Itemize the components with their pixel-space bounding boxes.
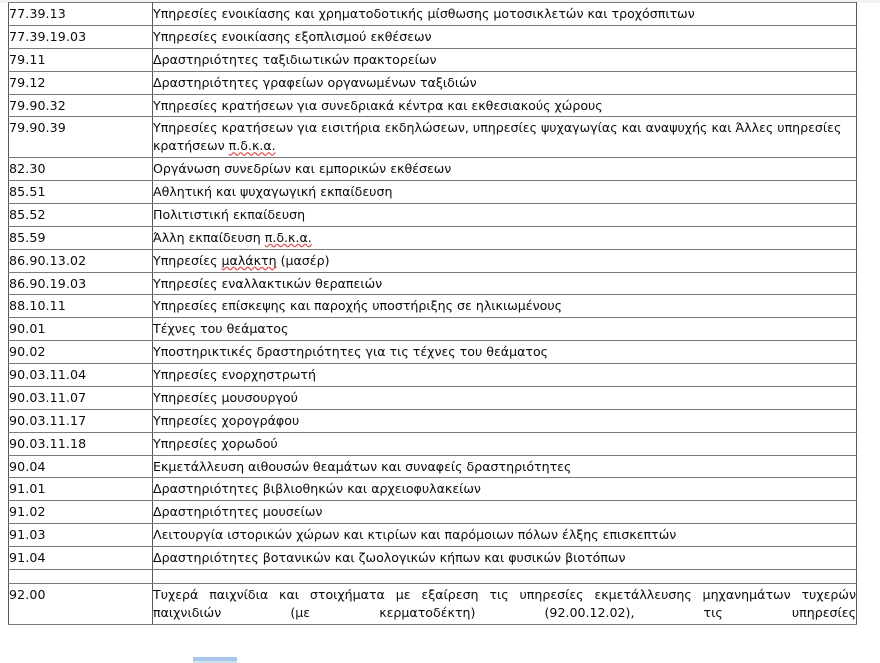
cell-code: 79.90.32 xyxy=(9,94,153,117)
cell-description: Υπηρεσίες ενοικίασης εξοπλισμού εκθέσεων xyxy=(153,25,857,48)
table-row xyxy=(9,158,857,181)
cell-description: Πολιτιστική εκπαίδευση xyxy=(153,203,857,226)
cell-code: 79.12 xyxy=(9,71,153,94)
table-row xyxy=(9,501,857,524)
cell-code: 91.01 xyxy=(9,478,153,501)
cell-description xyxy=(153,249,857,272)
cell-code: 88.10.11 xyxy=(9,295,153,318)
cell-code: 90.02 xyxy=(9,341,153,364)
cell-code: 86.90.19.03 xyxy=(9,272,153,295)
table-row xyxy=(9,3,857,26)
cell-description xyxy=(153,226,857,249)
table-row xyxy=(9,48,857,71)
description-text-suffix: (μασέρ) xyxy=(276,252,330,268)
table-row xyxy=(9,295,857,318)
cell-description: Υπηρεσίες μουσουργού xyxy=(153,386,857,409)
cell-code: 90.03.11.04 xyxy=(9,364,153,387)
activity-codes-table xyxy=(8,2,857,625)
description-text: Άλλη εκπαίδευση xyxy=(153,229,265,245)
table-row xyxy=(9,318,857,341)
cell-code: 91.04 xyxy=(9,547,153,570)
cell-description: Υπηρεσίες ενορχηστρωτή xyxy=(153,364,857,387)
table-row xyxy=(9,25,857,48)
table-row xyxy=(9,432,857,455)
cell-code: 91.03 xyxy=(9,524,153,547)
description-line-2-prefix: και Άλλες υπηρεσίες κρατήσεων xyxy=(153,120,842,154)
cell-code: 91.02 xyxy=(9,501,153,524)
cell-description: Υπηρεσίες κρατήσεων για συνεδριακά κέντρα και εκθεσιακούς χώρους xyxy=(153,94,857,117)
table-row xyxy=(9,249,857,272)
cell-description: Δραστηριότητες ταξιδιωτικών πρακτορείων xyxy=(153,48,857,71)
cell-description: Υπηρεσίες εναλλακτικών θεραπειών xyxy=(153,272,857,295)
cell-code: 86.90.13.02 xyxy=(9,249,153,272)
cell-description: Δραστηριότητες γραφείων οργανωμένων ταξιδιών xyxy=(153,71,857,94)
table-row xyxy=(9,524,857,547)
table-row xyxy=(9,117,857,158)
cell-description xyxy=(153,117,857,158)
cell-code: 90.03.11.07 xyxy=(9,386,153,409)
cell-description: Υπηρεσίες επίσκεψης και παροχής υποστήριξης σε ηλικιωμένους xyxy=(153,295,857,318)
cell-code-empty xyxy=(9,569,153,583)
cell-code: 85.59 xyxy=(9,226,153,249)
cell-description: Τυχερά παιχνίδια και στοιχήματα με εξαίρεση τις υπηρεσίες εκμετάλλευσης μηχανημάτων τυχερών παιχνιδιών (με κερματοδέκτη) (92.00.12.02), τις υπηρεσίες xyxy=(153,583,857,624)
cell-description: Αθλητική και ψυχαγωγική εκπαίδευση xyxy=(153,181,857,204)
cell-description: Τέχνες του θεάματος xyxy=(153,318,857,341)
cell-description: Δραστηριότητες βιβλιοθηκών και αρχειοφυλακείων xyxy=(153,478,857,501)
cell-description: Υπηρεσίες ενοικίασης και χρηματοδοτικής μίσθωσης μοτοσικλετών και τροχόσπιτων xyxy=(153,3,857,26)
cell-code: 82.30 xyxy=(9,158,153,181)
table-row xyxy=(9,583,857,624)
table-row xyxy=(9,386,857,409)
table-row xyxy=(9,455,857,478)
spellcheck-flagged-word: π.δ.κ.α. xyxy=(264,229,312,245)
cell-description: Οργάνωση συνεδρίων και εμπορικών εκθέσεων xyxy=(153,158,857,181)
table-row xyxy=(9,94,857,117)
table-row xyxy=(9,226,857,249)
cell-code: 92.00 xyxy=(9,583,153,624)
table-row xyxy=(9,71,857,94)
cell-code: 79.90.39 xyxy=(9,117,153,158)
cell-description: Υπηρεσίες χορογράφου xyxy=(153,409,857,432)
cell-description: Δραστηριότητες μουσείων xyxy=(153,501,857,524)
description-text: Υπηρεσίες xyxy=(153,252,222,268)
cell-description: Υπηρεσίες χορωδού xyxy=(153,432,857,455)
cell-code: 79.11 xyxy=(9,48,153,71)
table-row xyxy=(9,409,857,432)
table-row xyxy=(9,547,857,570)
table-row xyxy=(9,478,857,501)
cell-code: 85.52 xyxy=(9,203,153,226)
description-line-1: Υπηρεσίες κρατήσεων για εισιτήρια εκδηλώσεων, υπηρεσίες ψυχαγωγίας και αναψυχής xyxy=(153,120,708,136)
cell-description: Δραστηριότητες βοτανικών και ζωολογικών κήπων και φυσικών βιοτόπων xyxy=(153,547,857,570)
cell-description: Λειτουργία ιστορικών χώρων και κτιρίων και παρόμοιων πόλων έλξης επισκεπτών xyxy=(153,524,857,547)
table-row xyxy=(9,364,857,387)
cell-code: 77.39.13 xyxy=(9,3,153,26)
cell-code: 90.03.11.17 xyxy=(9,409,153,432)
cell-code: 90.03.11.18 xyxy=(9,432,153,455)
table-row-spacer xyxy=(9,569,857,583)
table-row xyxy=(9,181,857,204)
table-row xyxy=(9,203,857,226)
table-row xyxy=(9,341,857,364)
cell-code: 90.04 xyxy=(9,455,153,478)
cell-code: 90.01 xyxy=(9,318,153,341)
cell-description: Εκμετάλλευση αιθουσών θεαμάτων και συναφείς δραστηριότητες xyxy=(153,455,857,478)
cell-code: 77.39.19.03 xyxy=(9,25,153,48)
spellcheck-flagged-word: π.δ.κ.α. xyxy=(228,138,276,154)
cell-description: Υποστηρικτικές δραστηριότητες για τις τέχνες του θεάματος xyxy=(153,341,857,364)
table-row xyxy=(9,272,857,295)
table-body xyxy=(9,3,857,625)
spellcheck-flagged-word: μαλάκτη xyxy=(221,252,277,268)
cell-description-empty xyxy=(153,569,857,583)
cell-code: 85.51 xyxy=(9,181,153,204)
